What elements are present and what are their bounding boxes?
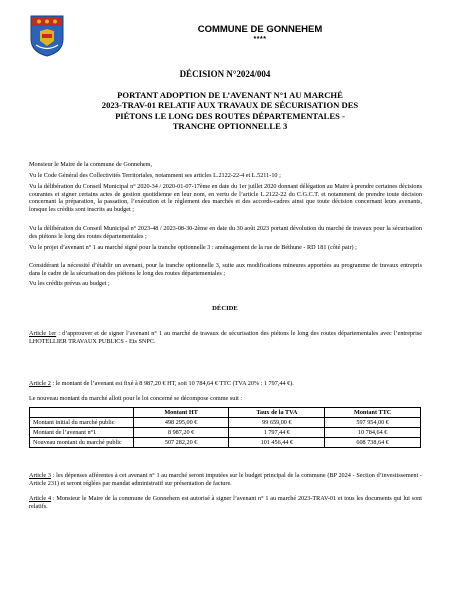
table-cell: 498 295,00 €: [133, 418, 229, 428]
table-cell: 507 282,20 €: [133, 438, 229, 448]
table-header-cell: [30, 408, 134, 418]
table-header-row: [30, 408, 421, 418]
table-cell: 597 954,00 €: [325, 418, 421, 428]
article-1: [29, 330, 422, 345]
vu-avenant-prefix: Vu le projet d’avenant n° 1: [29, 244, 96, 251]
title-line: PIÉTONS LE LONG DES ROUTES DÉPARTEMENTALES -: [115, 110, 345, 121]
commune-name: COMMUNE DE GONNEHEM: [197, 24, 323, 35]
article-1-label: Article 1er: [29, 330, 57, 337]
article-3-label: Article 3: [29, 472, 51, 479]
coat-of-arms-icon: [30, 15, 64, 57]
vu-delegation: Vu la délibération du Conseil Municipal n° 2020-34 / 2020-01-07-17ème en date du 1er juillet 2020 donnant délégation au Maire à prendre certaines décisions courantes et signer certains actes de gestion quotidienne en leur nom, en vertu de l’article L.2122-22 du C.G.C.T. et notamment de prendre toute décision concernant la préparation, la passation, l’exécution et le règlement des marchés et des accords-cadres ainsi que toute décision concernant leurs avenants, lorsque les crédits sont inscrits au budget ;: [29, 183, 422, 214]
article-4-label: Article 4: [29, 495, 52, 502]
vu-avenant-rest: au marché signé pour la tranche optionnelle 3 : aménagement de la rue de Béthune - RD 181 (côté pair) ;: [95, 244, 357, 251]
table-row: [30, 428, 421, 438]
considering-prefix: Considérant la nécessité d’établir un avenant,: [29, 262, 144, 269]
header-stars: ****: [253, 36, 267, 43]
table-cell: Montant de l’avenant n°1: [30, 428, 134, 438]
article-2-text: : le montant de l’avenant est fixé à 8 987,20 € HT, soit 10 784,64 € TTC (TVA 20% : 1 797,44 €).: [50, 380, 294, 387]
table-intro: Le nouveau montant du marché alloti pour le lot concerné se décompose comme suit :: [29, 395, 243, 402]
table-cell: 99 659,00 €: [229, 418, 325, 428]
vu-devolution: Vu la délibération du Conseil Municipal n° 2023-48 / 2023-08-30-2ème en date du 30 août 2023 portant dévolution du marché de travaux pour la sécurisation des piétons le long des routes départementales ;: [29, 225, 422, 240]
table-cell: 608 738,64 €: [325, 438, 421, 448]
considering-rest: pour la tranche optionnelle 3, suite aux modifications mineures apportées au programme de travaux entrepris dans le cadre de la sécurisation des piétons le long des routes départementales ;: [29, 262, 422, 277]
table-row: [30, 438, 421, 448]
table-header-cell: Taux de la TVA: [229, 408, 325, 418]
article-3-text: : les dépenses afférentes à cet avenant n° 1 au marché seront imputées sur le budget principal de la commune (BP 2024 - Section d’investissement - Article 231) et seront réglées par mandat administratif sur présentation de facture.: [29, 472, 422, 487]
vu-credits: Vu les crédits prévus au budget ;: [29, 280, 110, 287]
table-header-cell: Montant HT: [133, 408, 229, 418]
decision-title: [40, 90, 420, 132]
table-cell: 10 784,64 €: [325, 428, 421, 438]
table-cell: 101 456,44 €: [229, 438, 325, 448]
title-line: 2023-TRAV-01 RELATIF AUX TRAVAUX DE SÉCURISATION DES: [101, 100, 359, 111]
amounts-table: [29, 407, 421, 448]
table-header-cell: Montant TTC: [325, 408, 421, 418]
decide-heading: DÉCIDE: [212, 305, 238, 312]
title-line: PORTANT ADOPTION DE L’AVENANT N°1 AU MARCHÉ: [117, 90, 343, 100]
article-2: [29, 380, 422, 388]
mayor-line: Monsieur le Maire de la commune de Gonnehem,: [29, 161, 153, 168]
table-cell: Montant initial du marché public: [30, 418, 134, 428]
vu-cgct: Vu le Code Général des Collectivités Territoriales, notamment ses articles L.2122-22-4 et L.5211-10 ;: [29, 172, 281, 179]
table-cell: 1 797,44 €: [229, 428, 325, 438]
article-3: [29, 472, 422, 487]
article-1-text: : d’approuver et de signer l’avenant n° 1 au marché de travaux de sécurisation des piétons le long des routes départementales avec l’entreprise LHOTELLIER TRAVAUX PUBLICS - Ets SNPC.: [29, 330, 422, 345]
vu-avenant-project: [29, 244, 422, 252]
table-cell: Nouveau montant du marché public: [30, 438, 134, 448]
decision-number: DÉCISION N°2024/004: [179, 69, 271, 79]
considering: [29, 262, 422, 277]
article-2-label: Article 2: [29, 380, 51, 387]
article-4: [29, 495, 422, 510]
table-row: [30, 418, 421, 428]
article-4-text: : Monsieur le Maire de la commune de Gonnehem est autorisé à signer l’avenant n° 1 au marché 2023-TRAV-01 et tous les documents qui lui sont relatifs.: [29, 495, 422, 510]
table-cell: 8 987,20 €: [133, 428, 229, 438]
title-line: TRANCHE OPTIONNELLE 3: [172, 121, 288, 132]
